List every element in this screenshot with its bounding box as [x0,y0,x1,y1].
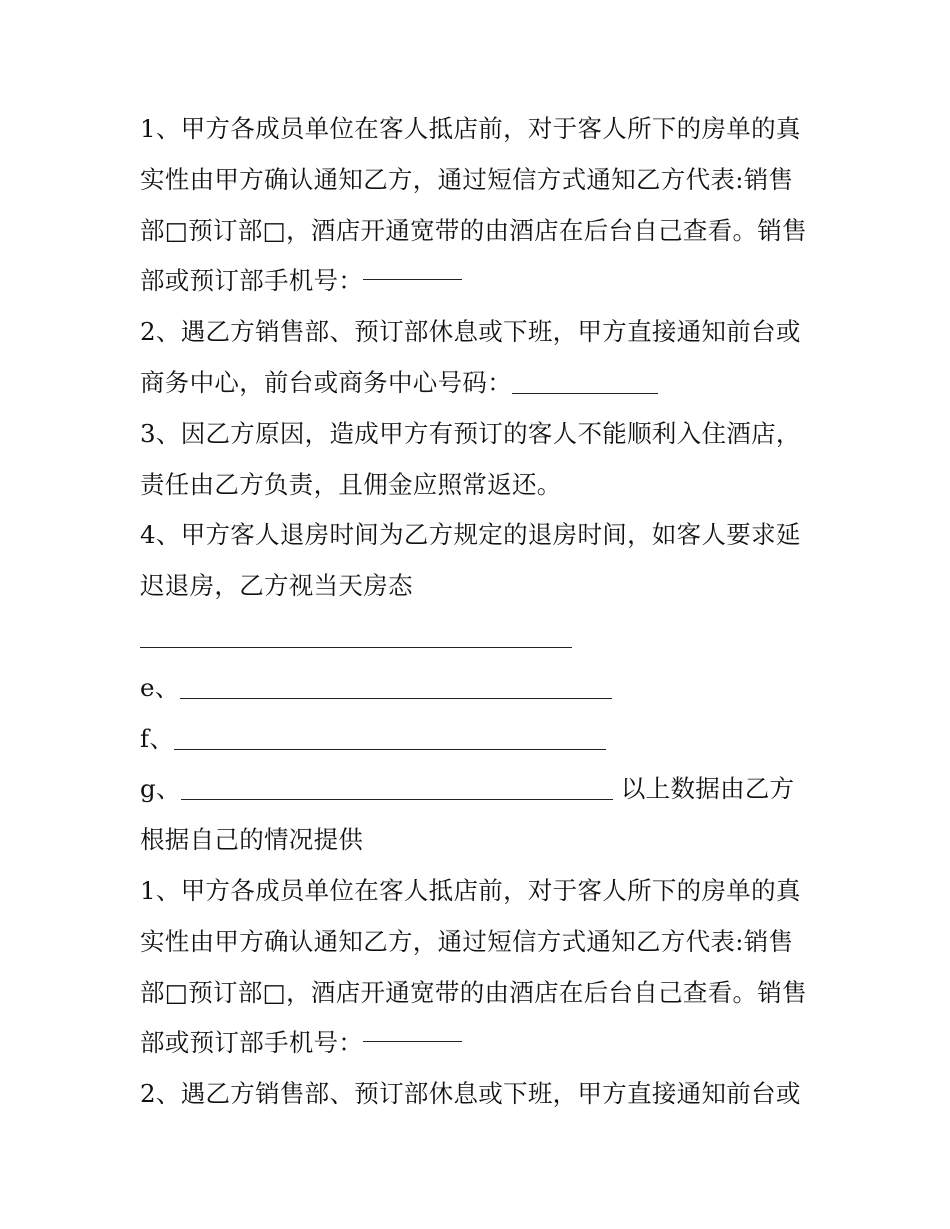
document-body [140,104,820,1120]
phone-blank [363,279,462,280]
line-text: 部或预订部手机号： [140,266,364,296]
paragraph-line [140,358,820,409]
paragraph-line [140,104,820,155]
paragraph-line [140,561,820,612]
paragraph-line [140,968,820,1019]
paragraph-line [140,917,820,968]
line-text-after: 以上数据由乙方 [612,774,795,804]
line-text: 责任由乙方负责，且佣金应照常返还。 [140,469,562,499]
paragraph-line [140,409,820,460]
line-text: e、 [140,672,180,702]
line-text: 部□预订部□，酒店开通宽带的由酒店在后台自己查看。销售 [140,215,807,245]
paragraph-line [140,612,820,663]
fill-blank [180,698,612,699]
fill-blank [174,749,606,750]
line-text: 2、遇乙方销售部、预订部休息或下班，甲方直接通知前台或 [140,1079,801,1109]
paragraph-line [140,663,820,714]
paragraph-line [140,460,820,511]
phone-blank [363,1041,462,1042]
line-text: 商务中心，前台或商务中心号码： [140,367,512,397]
paragraph-line [140,866,820,917]
paragraph-line [140,256,820,307]
line-text: f、 [140,723,175,753]
line-text: 2、遇乙方销售部、预订部休息或下班，甲方直接通知前台或 [140,317,801,347]
front-desk-number-blank [512,393,658,394]
line-text: 根据自己的情况提供 [140,825,364,855]
line-text: 1、甲方各成员单位在客人抵店前，对于客人所下的房单的真 [140,875,801,905]
paragraph-line [140,1069,820,1120]
paragraph-line [140,764,820,815]
line-text: 实性由甲方确认通知乙方，通过短信方式通知乙方代表:销售 [140,926,794,956]
paragraph-line [140,714,820,765]
paragraph-line [140,307,820,358]
fill-blank [140,647,572,648]
line-text: 实性由甲方确认通知乙方，通过短信方式通知乙方代表:销售 [140,164,794,194]
paragraph-line [140,510,820,561]
line-text: 部或预订部手机号： [140,1028,364,1058]
paragraph-line [140,1018,820,1069]
line-text: 1、甲方各成员单位在客人抵店前，对于客人所下的房单的真 [140,114,801,143]
paragraph-line [140,815,820,866]
paragraph-line [140,206,820,257]
line-text: 4、甲方客人退房时间为乙方规定的退房时间，如客人要求延 [140,520,801,550]
fill-blank [181,799,613,800]
line-text: 迟退房，乙方视当天房态 [140,571,413,601]
line-text: 部□预订部□，酒店开通宽带的由酒店在后台自己查看。销售 [140,977,807,1007]
line-text: 3、因乙方原因，造成甲方有预订的客人不能顺利入住酒店， [140,418,801,448]
line-text: g、 [140,774,181,804]
paragraph-line [140,155,820,206]
